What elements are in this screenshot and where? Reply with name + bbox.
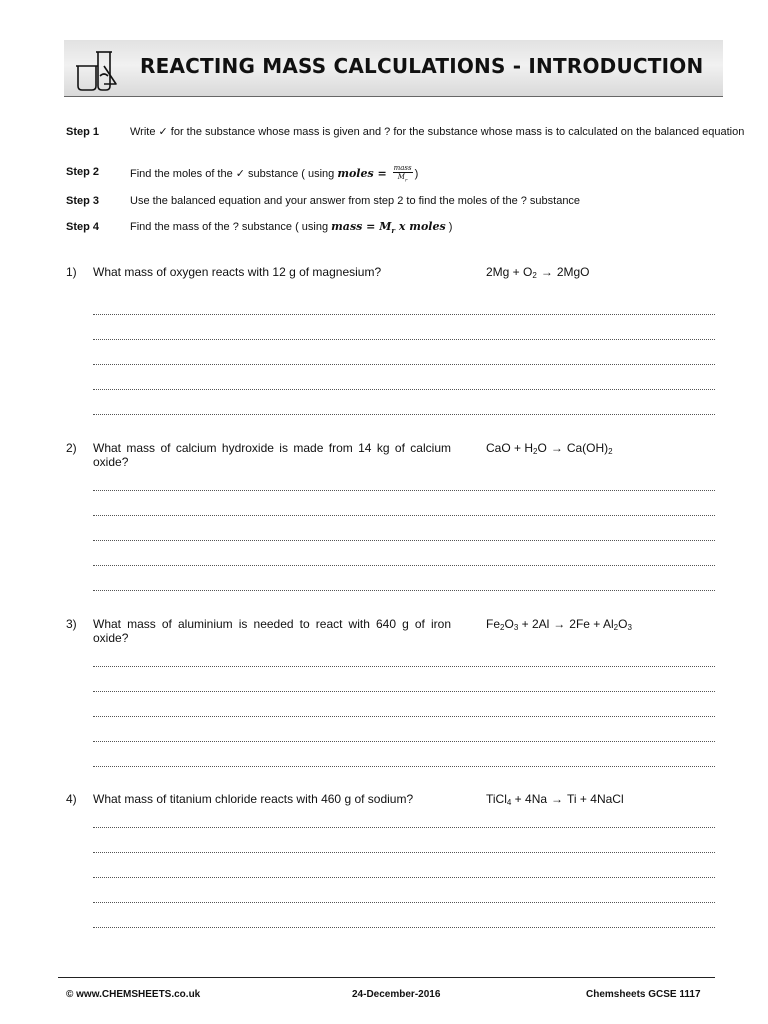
fraction-numerator: mass <box>393 164 412 172</box>
equation-reactants: TiCl$_4$ + 4Na <box>486 792 548 807</box>
answer-line[interactable] <box>93 565 715 566</box>
question-number: 1) <box>66 265 77 279</box>
reaction-arrow: → <box>553 617 566 631</box>
step-text-suffix: ) <box>445 221 453 233</box>
step-text-prefix: Find the mass of the ? substance ( using <box>130 221 332 233</box>
mass-formula: mass = $M_r$ x moles <box>331 220 446 236</box>
answer-line[interactable] <box>93 364 715 365</box>
answer-line[interactable] <box>93 716 715 717</box>
mass-over-mr-fraction <box>393 164 413 184</box>
question-text: What mass of aluminium is needed to react with 640 g of iron oxide? <box>93 617 451 645</box>
reaction-arrow: → <box>550 441 563 455</box>
chemical-equation <box>486 265 590 279</box>
question-number: 2) <box>66 441 77 455</box>
answer-line[interactable] <box>93 666 715 667</box>
answer-line[interactable] <box>93 389 715 390</box>
page-title: REACTING MASS CALCULATIONS - INTRODUCTION <box>140 54 704 78</box>
chemical-equation <box>486 441 613 455</box>
reaction-arrow: → <box>551 792 564 806</box>
step-label: Step 3 <box>66 195 100 207</box>
step-text: Use the balanced equation and your answer from step 2 to find the moles of the ? substance <box>130 195 581 207</box>
step-text-prefix: Find the moles of the ✓ substance ( using <box>130 168 338 181</box>
equation-products: $2Fe + Al_2O_3$ <box>569 617 632 632</box>
question-number: 3) <box>66 617 77 631</box>
reaction-arrow: → <box>540 265 553 279</box>
equation-products: Ti + 4NaCl <box>567 792 624 806</box>
answer-line[interactable] <box>93 540 715 541</box>
step-label: Step 4 <box>66 221 100 233</box>
question-text: What mass of titanium chloride reacts with 460 g of sodium? <box>93 792 414 806</box>
step-label: Step 1 <box>66 126 100 138</box>
equation-reactants: $Fe_2O_3 + 2Al$ <box>486 617 550 632</box>
answer-line[interactable] <box>93 590 715 591</box>
answer-line[interactable] <box>93 414 715 415</box>
answer-line[interactable] <box>93 877 715 878</box>
chemical-equation <box>486 617 632 631</box>
question-text: What mass of calcium hydroxide is made from 14 kg of calcium oxide? <box>93 441 451 469</box>
step-text <box>130 164 768 184</box>
step-text <box>130 220 768 238</box>
equation-reactants: CaO + $H_2O$ <box>486 441 547 456</box>
question-number: 4) <box>66 792 77 806</box>
answer-line[interactable] <box>93 766 715 767</box>
equation-products: $Ca(OH)_2$ <box>566 441 613 456</box>
step-text-suffix: ) <box>414 168 419 181</box>
lab-glassware-icon <box>74 46 118 92</box>
answer-line[interactable] <box>93 827 715 828</box>
answer-line[interactable] <box>93 339 715 340</box>
equation-products: 2MgO <box>556 265 590 279</box>
title-banner <box>64 40 723 97</box>
answer-line[interactable] <box>93 927 715 928</box>
answer-line[interactable] <box>93 741 715 742</box>
answer-line[interactable] <box>93 314 715 315</box>
answer-line[interactable] <box>93 902 715 903</box>
answer-line[interactable] <box>93 691 715 692</box>
equation-reactants: $2Mg + O_2$ <box>486 265 537 280</box>
chemical-equation <box>486 792 624 806</box>
step-label: Step 2 <box>66 166 100 178</box>
fraction-denominator: $M_r$ <box>397 173 408 184</box>
footer-reference: Chemsheets GCSE 1117 <box>586 989 701 1000</box>
footer-copyright: © www.CHEMSHEETS.co.uk <box>66 989 201 1000</box>
answer-line[interactable] <box>93 490 715 491</box>
footer-date: 24-December-2016 <box>352 989 441 1000</box>
answer-line[interactable] <box>93 515 715 516</box>
moles-formula: moles = <box>337 167 391 181</box>
answer-line[interactable] <box>93 852 715 853</box>
question-text: What mass of oxygen reacts with 12 g of magnesium? <box>93 265 382 279</box>
footer-divider <box>58 977 715 978</box>
step-text: Write ✓ for the substance whose mass is given and ? for the substance whose mass is to calculated on the balanced equation <box>130 126 745 138</box>
